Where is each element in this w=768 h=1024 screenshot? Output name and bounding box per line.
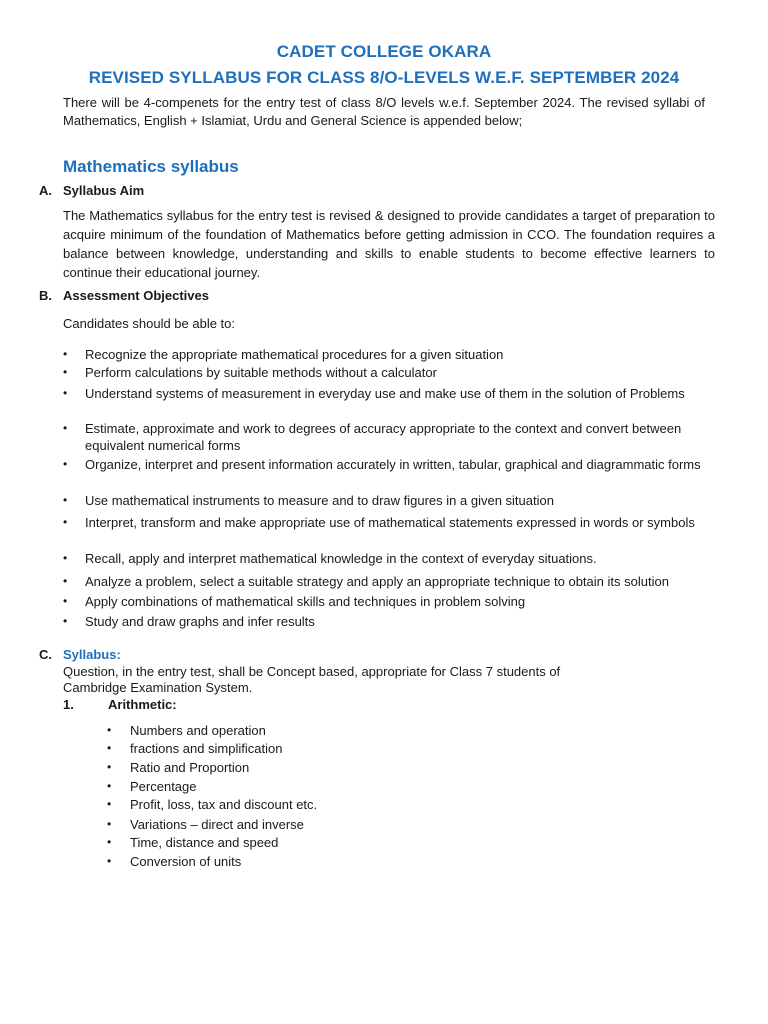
bullet-icon: • [63,347,68,361]
objective-text: Understand systems of measurement in everyday use and make use of them in the solution of Problems [85,386,685,401]
topic-text: Variations – direct and inverse [130,817,304,832]
topic-text: Profit, loss, tax and discount etc. [130,797,318,812]
bullet-icon: • [63,614,68,628]
bullet-icon: • [107,723,112,737]
bullet-icon: • [107,854,112,868]
bullet-icon: • [107,835,112,849]
bullet-icon: • [107,797,112,811]
topic-text: Numbers and operation [130,723,266,738]
objective-text: Organize, interpret and present information accurately in written, tabular, graphical and diagrammatic forms [85,457,701,472]
syllabus-text-line-2: Cambridge Examination System. [63,680,253,695]
objective-text: Perform calculations by suitable methods without a calculator [85,365,437,380]
objective-text: Recognize the appropriate mathematical procedures for a given situation [85,347,504,362]
arithmetic-number: 1. [63,697,74,712]
section-c-title: Syllabus: [63,647,121,662]
bullet-icon: • [63,515,68,529]
bullet-icon: • [63,493,68,507]
bullet-icon: • [107,817,112,831]
topic-text: Conversion of units [130,854,242,869]
intro-paragraph: There will be 4-compenets for the entry test of class 8/O levels w.e.f. September 2024. The revised syllabi of Mathematics, English + Islamiat, Urdu and General Science is appended below; [63,95,705,128]
section-b-label: B. [39,288,52,303]
bullet-icon: • [63,421,68,435]
bullet-icon: • [63,594,68,608]
college-title: CADET COLLEGE OKARA [276,42,492,61]
section-a-title: Syllabus Aim [63,183,145,198]
objective-text: Analyze a problem, select a suitable strategy and apply an appropriate technique to obtain its solution [85,574,669,589]
objective-text: Use mathematical instruments to measure and to draw figures in a given situation [85,493,554,508]
bullet-icon: • [107,779,112,793]
section-c-label: C. [39,647,52,662]
objective-text: Apply combinations of mathematical skills and techniques in problem solving [85,594,526,609]
topic-text: Time, distance and speed [130,835,279,850]
bullet-icon: • [63,365,68,379]
bullet-icon: • [63,551,68,565]
arithmetic-title: Arithmetic: [108,697,177,712]
objectives-lead: Candidates should be able to: [63,316,236,331]
bullet-icon: • [63,574,68,588]
section-a-label: A. [39,183,52,198]
syllabus-aim-paragraph: The Mathematics syllabus for the entry test is revised & designed to provide candidates a target of preparation to acquire minimum of the foundation of Mathematics before getting admission in CCO. The foundation requires a balance between knowledge, understanding and skills to enable students to become effective learners to continue their educational journey. [63,208,715,280]
bullet-icon: • [63,457,68,471]
objective-text: Study and draw graphs and infer results [85,614,315,629]
syllabus-text-line-1: Question, in the entry test, shall be Concept based, appropriate for Class 7 students of [63,664,561,679]
syllabus-title: REVISED SYLLABUS FOR CLASS 8/O-LEVELS W.E.F. SEPTEMBER 2024 [88,68,680,87]
topic-text: Percentage [130,779,197,794]
topic-text: fractions and simplification [130,741,283,756]
bullet-icon: • [63,386,68,400]
bullet-icon: • [107,760,112,774]
objective-text: Estimate, approximate and work to degrees of accuracy appropriate to the context and convert between equivalent numerical forms [85,421,682,453]
bullet-icon: • [107,741,112,755]
section-b-title: Assessment Objectives [63,288,209,303]
mathematics-heading: Mathematics syllabus [63,157,239,176]
objective-text: Interpret, transform and make appropriate use of mathematical statements expressed in words or symbols [85,515,695,530]
objective-text: Recall, apply and interpret mathematical knowledge in the context of everyday situations. [85,551,597,566]
topic-text: Ratio and Proportion [130,760,250,775]
